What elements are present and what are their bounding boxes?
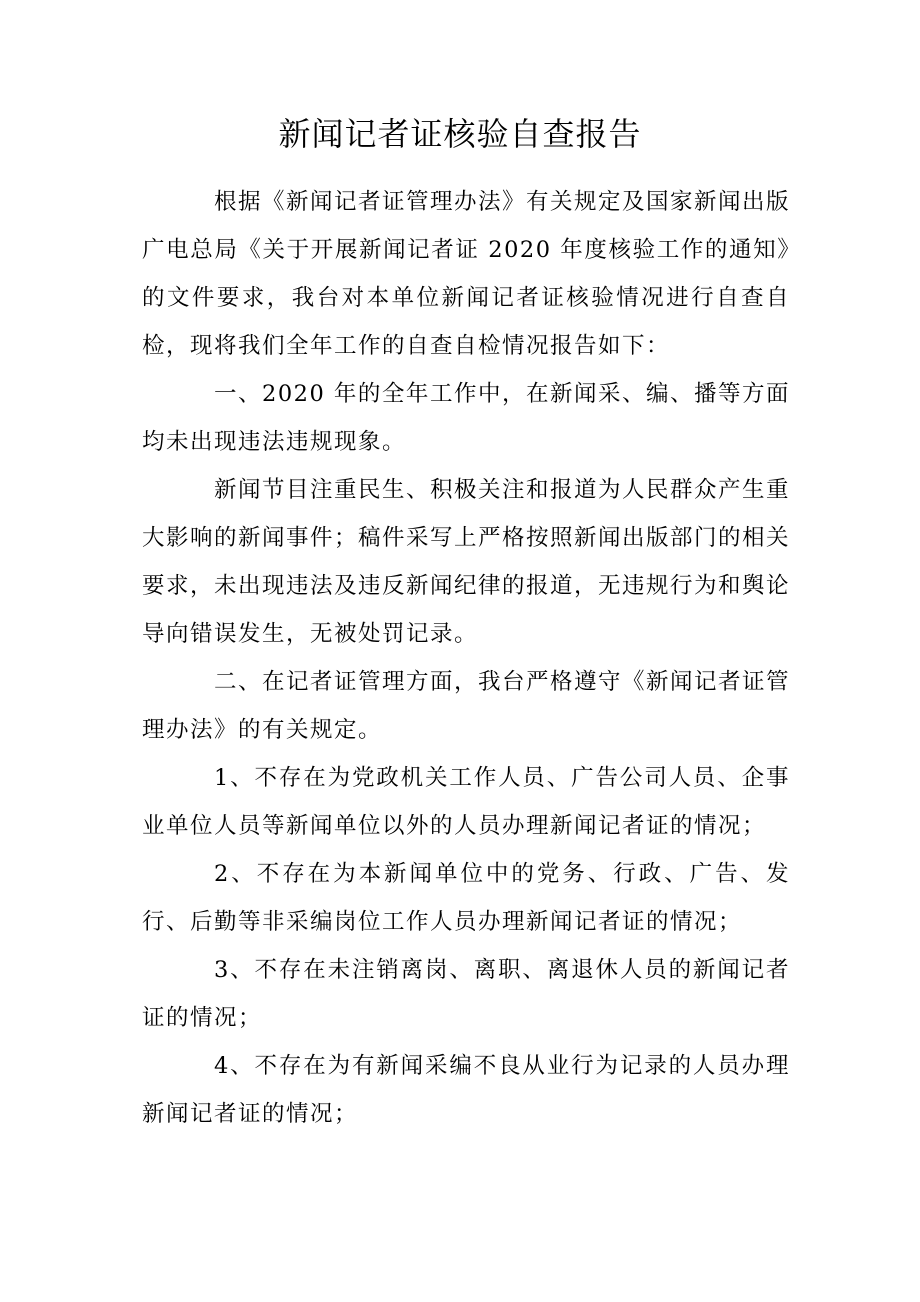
paragraph-section-1: 一、2020 年的全年工作中，在新闻采、编、播等方面均未出现违法违规现象。 <box>142 381 790 455</box>
paragraph-intro: 根据《新闻记者证管理办法》有关规定及国家新闻出版广电总局《关于开展新闻记者证 2020 年度核验工作的通知》的文件要求，我台对本单位新闻记者证核验情况进行自查自检，现将我们全年工作的自查自检情况报告如下： <box>142 189 791 359</box>
paragraph-item-1: 1、不存在为党政机关工作人员、广告公司人员、企事业单位人员等新闻单位以外的人员办理新闻记者证的情况； <box>142 765 790 839</box>
paragraph-item-2: 2、不存在为本新闻单位中的党务、行政、广告、发行、后勤等非采编岗位工作人员办理新闻记者证的情况； <box>142 861 790 935</box>
paragraph-item-3: 3、不存在未注销离岗、离职、离退休人员的新闻记者证的情况； <box>142 957 790 1031</box>
paragraph-section-2: 二、在记者证管理方面，我台严格遵守《新闻记者证管理办法》的有关规定。 <box>142 669 791 743</box>
document-title: 新闻记者证核验自查报告 <box>278 115 642 153</box>
paragraph-item-4: 4、不存在为有新闻采编不良从业行为记录的人员办理新闻记者证的情况； <box>142 1053 790 1127</box>
paragraph-news-programs: 新闻节目注重民生、积极关注和报道为人民群众产生重大影响的新闻事件；稿件采写上严格按照新闻出版部门的相关要求，未出现违法及违反新闻纪律的报道，无违规行为和舆论导向错误发生，无被处罚记录。 <box>142 477 791 647</box>
document-body <box>142 178 790 1138</box>
